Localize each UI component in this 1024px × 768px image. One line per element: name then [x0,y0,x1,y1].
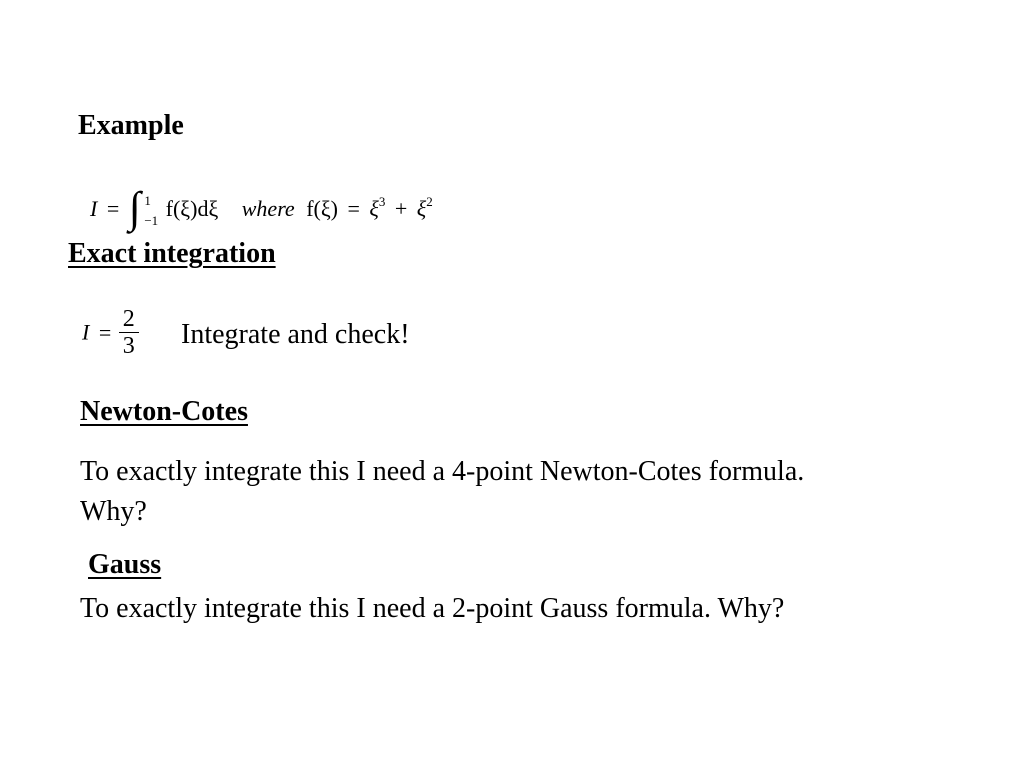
result-formula [82,306,139,359]
term2-base: ξ [416,196,427,221]
plus-sign: + [394,196,408,221]
fraction-denominator: 3 [122,333,135,359]
integral-lower-limit: −1 [144,212,159,228]
gauss-heading: Gauss [88,549,162,580]
where-word: where [241,196,295,221]
formula-equals: = [106,196,120,221]
fraction-numerator: 2 [119,306,139,333]
formula-lhs: I [90,196,98,221]
gauss-text: To exactly integrate this I need a 2-point Gauss formula. Why? [80,593,785,624]
newton-cotes-text: To exactly integrate this I need a 4-point Newton-Cotes formula. Why? [80,456,805,527]
f-of-xi: f(ξ) [306,196,338,221]
integrate-check-text: Integrate and check! [181,319,410,350]
result-lhs: I [82,319,90,345]
example-heading: Example [78,110,184,141]
newton-cotes-heading: Newton-Cotes [80,396,248,427]
term1-base: ξ [369,196,379,221]
integral-upper-limit: 1 [144,192,151,208]
exact-integration-heading: Exact integration [68,238,276,269]
integrand: f(ξ)dξ [165,196,219,221]
integral-limits [144,191,158,231]
integral-formula [90,180,433,231]
formula-equals-2: = [347,196,360,221]
term2-exponent: 2 [426,194,433,209]
result-fraction [119,306,139,359]
result-equals: = [98,319,112,345]
term1-exponent: 3 [378,194,386,209]
integral-symbol: ∫ [128,183,141,232]
